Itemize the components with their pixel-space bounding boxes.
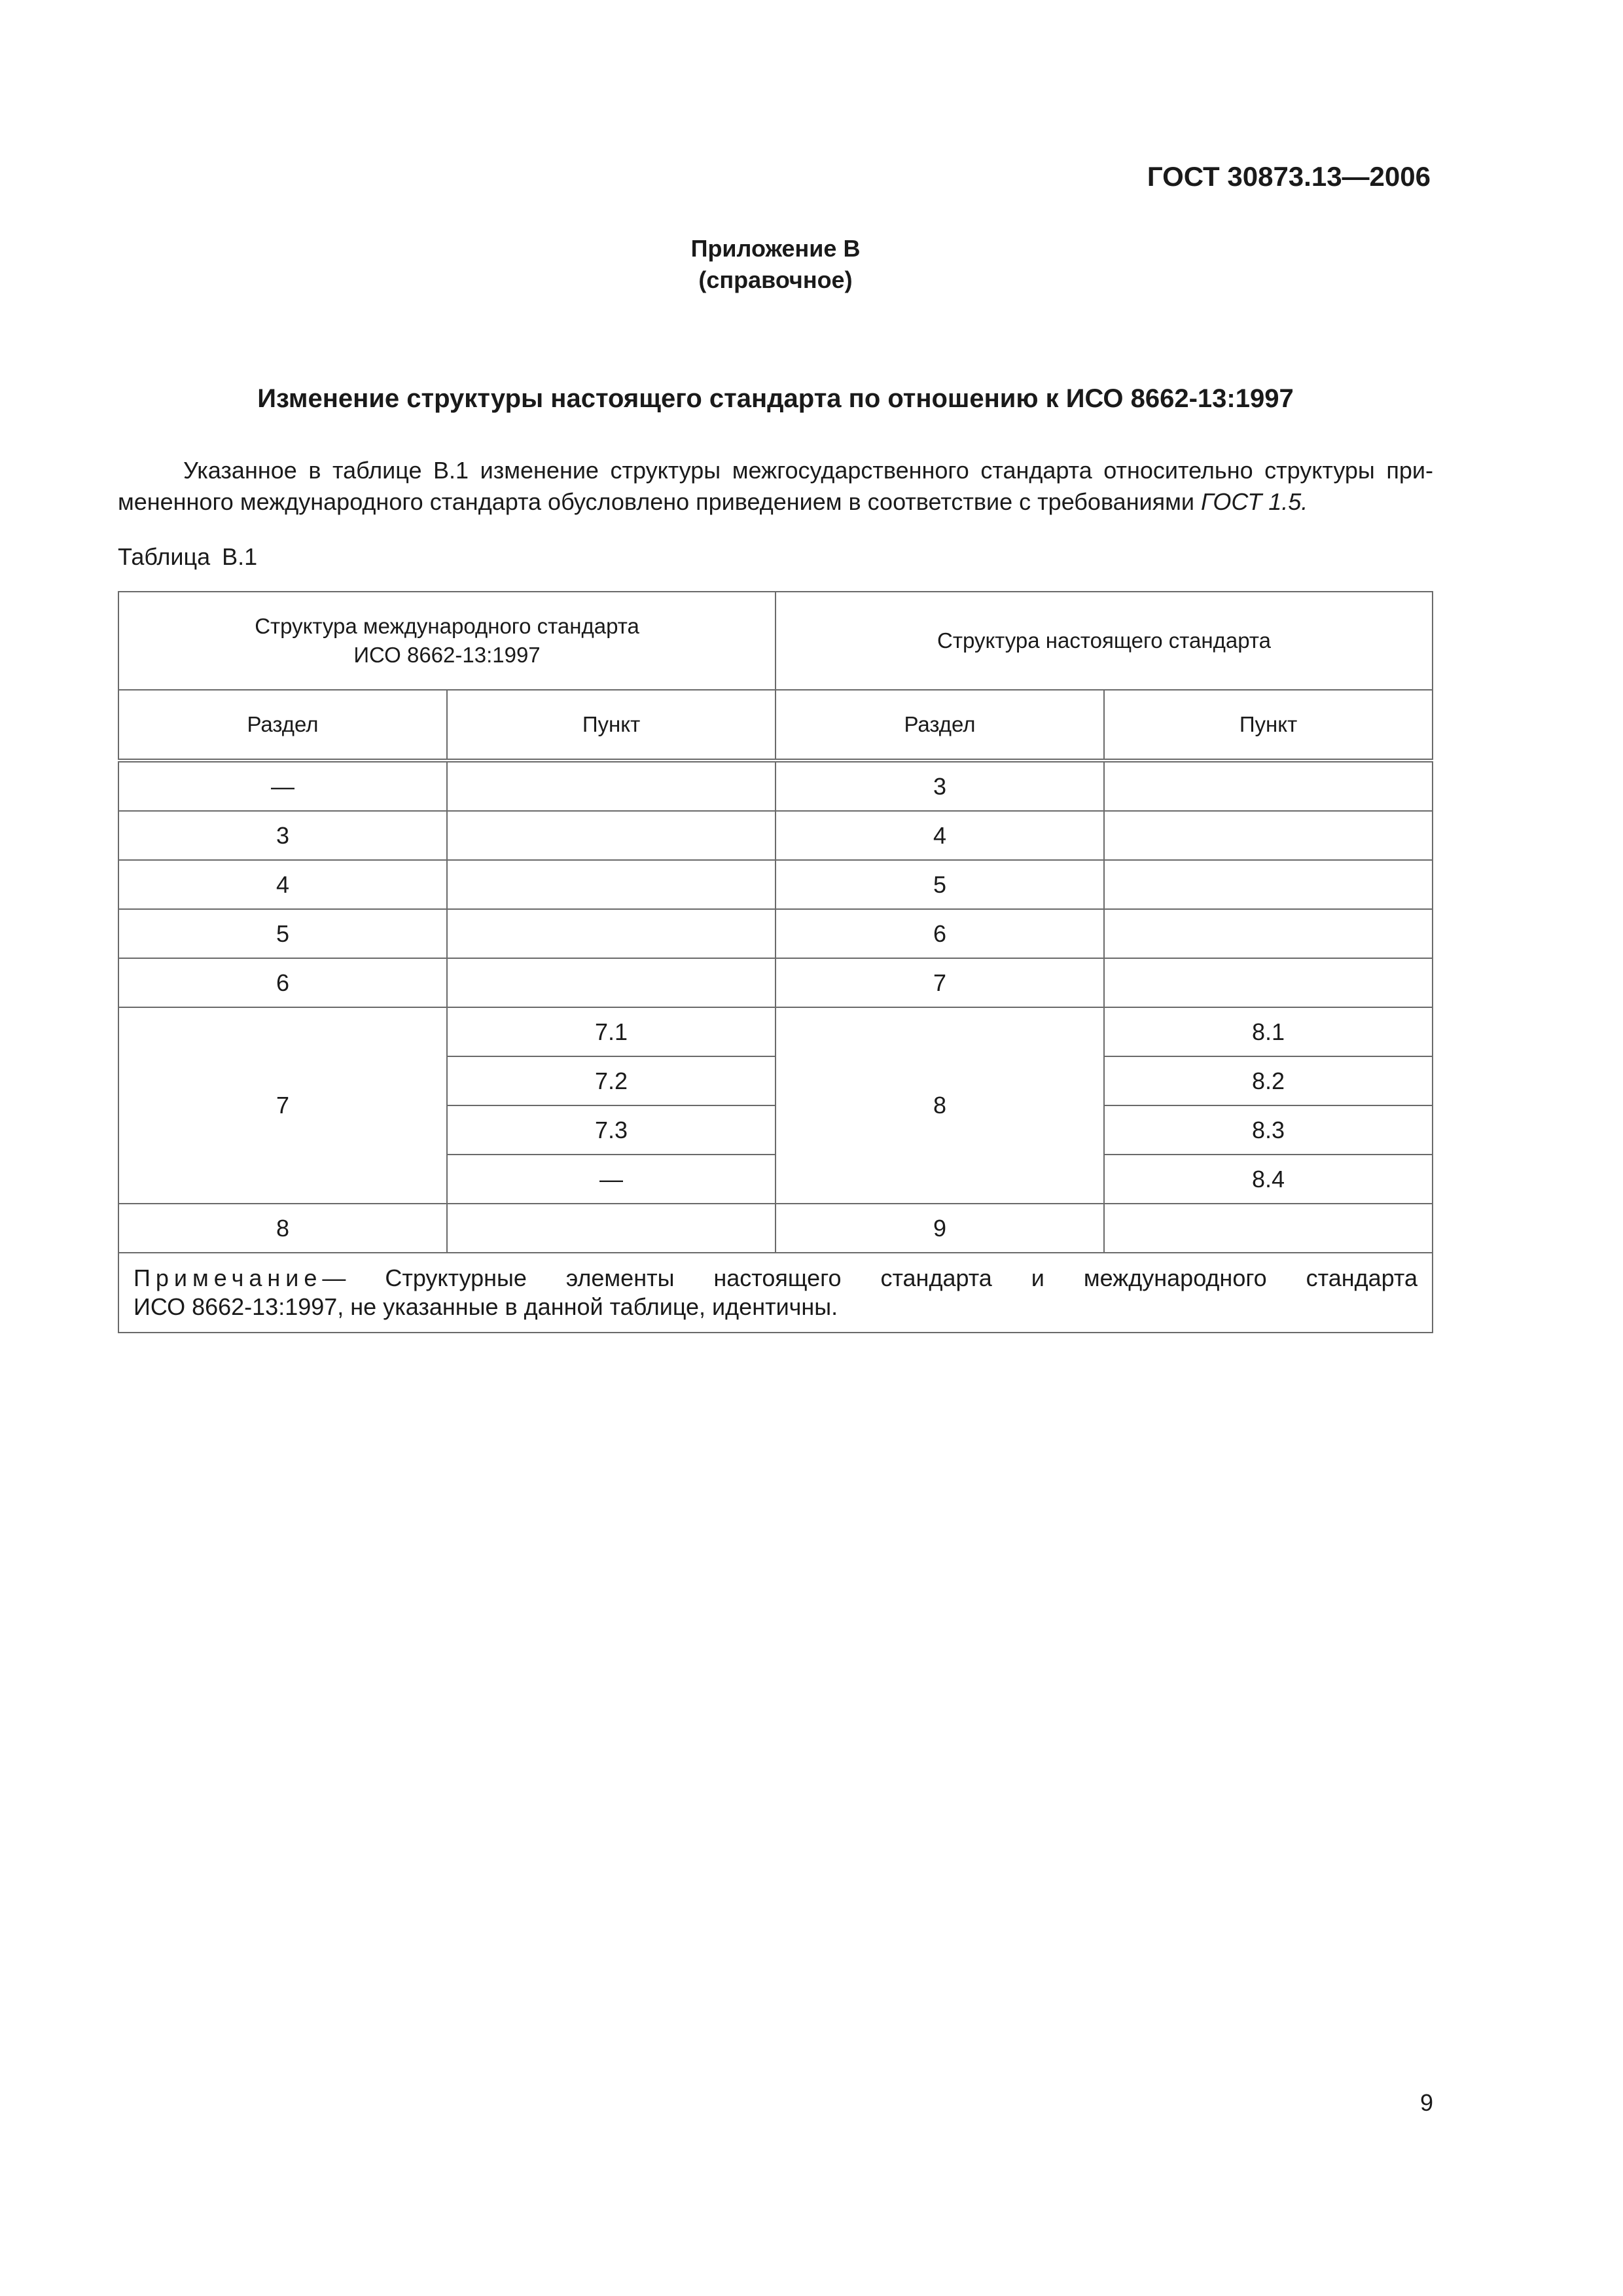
cell-section-this-merged: 8 (776, 1007, 1104, 1204)
note-text-1: — Структурные элементы настоящего стандарта и международного стандарта (322, 1265, 1418, 1291)
intro-paragraph (118, 455, 1433, 518)
cell-clause-this: 8.2 (1104, 1056, 1433, 1105)
col-clause-intl: Пункт (447, 690, 776, 761)
cell-clause-this: 8.1 (1104, 1007, 1433, 1056)
table-label-word: Таблица (118, 543, 211, 570)
cell-section-this: 4 (776, 811, 1104, 860)
cell-clause-this (1104, 811, 1433, 860)
structure-table (118, 591, 1433, 1333)
cell-section-this: 6 (776, 909, 1104, 958)
cell-section-intl: 8 (118, 1204, 447, 1253)
cell-section-intl: — (118, 761, 447, 811)
col-clause-this: Пункт (1104, 690, 1433, 761)
cell-clause-intl (447, 1204, 776, 1253)
annex-subtitle: (справочное) (698, 266, 853, 293)
note-label: Примечание (134, 1265, 323, 1291)
table-row (118, 958, 1433, 1007)
intro-line-2: мененного международного стандарта обусловлено приведением в соответствие с требованиями (118, 488, 1202, 515)
cell-clause-intl (447, 958, 776, 1007)
cell-clause-intl: 7.1 (447, 1007, 776, 1056)
cell-section-intl: 4 (118, 860, 447, 909)
table-row (118, 860, 1433, 909)
cell-section-this: 7 (776, 958, 1104, 1007)
table-row (118, 761, 1433, 811)
cell-clause-this (1104, 958, 1433, 1007)
cell-section-intl: 5 (118, 909, 447, 958)
cell-clause-this: 8.3 (1104, 1105, 1433, 1155)
cell-section-intl: 3 (118, 811, 447, 860)
cell-clause-intl (447, 811, 776, 860)
cell-clause-intl (447, 761, 776, 811)
table-note (118, 1253, 1433, 1333)
cell-clause-this: 8.4 (1104, 1155, 1433, 1204)
cell-clause-this (1104, 1204, 1433, 1253)
table-header-row (118, 592, 1433, 690)
col-section-intl: Раздел (118, 690, 447, 761)
note-line-1 (134, 1264, 1418, 1293)
cell-clause-this (1104, 761, 1433, 811)
col-section-this: Раздел (776, 690, 1104, 761)
header-intl-line1: Структура международного стандарта (255, 614, 639, 638)
cell-clause-intl: 7.3 (447, 1105, 776, 1155)
document-code: ГОСТ 30873.13—2006 (1147, 161, 1431, 192)
table-label (118, 543, 257, 571)
cell-clause-this (1104, 909, 1433, 958)
cell-clause-this (1104, 860, 1433, 909)
table-row (118, 909, 1433, 958)
header-this-structure: Структура настоящего стандарта (776, 592, 1433, 690)
cell-clause-intl (447, 860, 776, 909)
annex-title: Приложение В (690, 235, 861, 262)
note-line-2: ИСО 8662-13:1997, не указанные в данной таблице, идентичны. (134, 1293, 838, 1320)
cell-section-intl: 6 (118, 958, 447, 1007)
cell-section-this: 9 (776, 1204, 1104, 1253)
cell-section-this: 5 (776, 860, 1104, 909)
cell-clause-intl: 7.2 (447, 1056, 776, 1105)
section-heading: Изменение структуры настоящего стандарта по отношению к ИСО 8662-13:1997 (257, 384, 1294, 413)
table-note-row (118, 1253, 1433, 1333)
cell-clause-intl (447, 909, 776, 958)
table-row (118, 1204, 1433, 1253)
table-label-number: В.1 (222, 543, 258, 570)
table-subheader-row (118, 690, 1433, 761)
cell-section-this: 3 (776, 761, 1104, 811)
table-row (118, 1007, 1433, 1056)
header-intl-line2: ИСО 8662-13:1997 (353, 643, 541, 667)
cell-section-intl-merged: 7 (118, 1007, 447, 1204)
page-number: 9 (1419, 2089, 1433, 2116)
header-intl-structure (118, 592, 776, 690)
table-row (118, 811, 1433, 860)
annex-title-block (0, 233, 1551, 296)
intro-reference: ГОСТ 1.5. (1201, 488, 1308, 515)
intro-line-1: Указанное в таблице В.1 изменение структуры межгосударственного стандарта относительно структуры при- (183, 457, 1433, 484)
cell-clause-intl: — (447, 1155, 776, 1204)
